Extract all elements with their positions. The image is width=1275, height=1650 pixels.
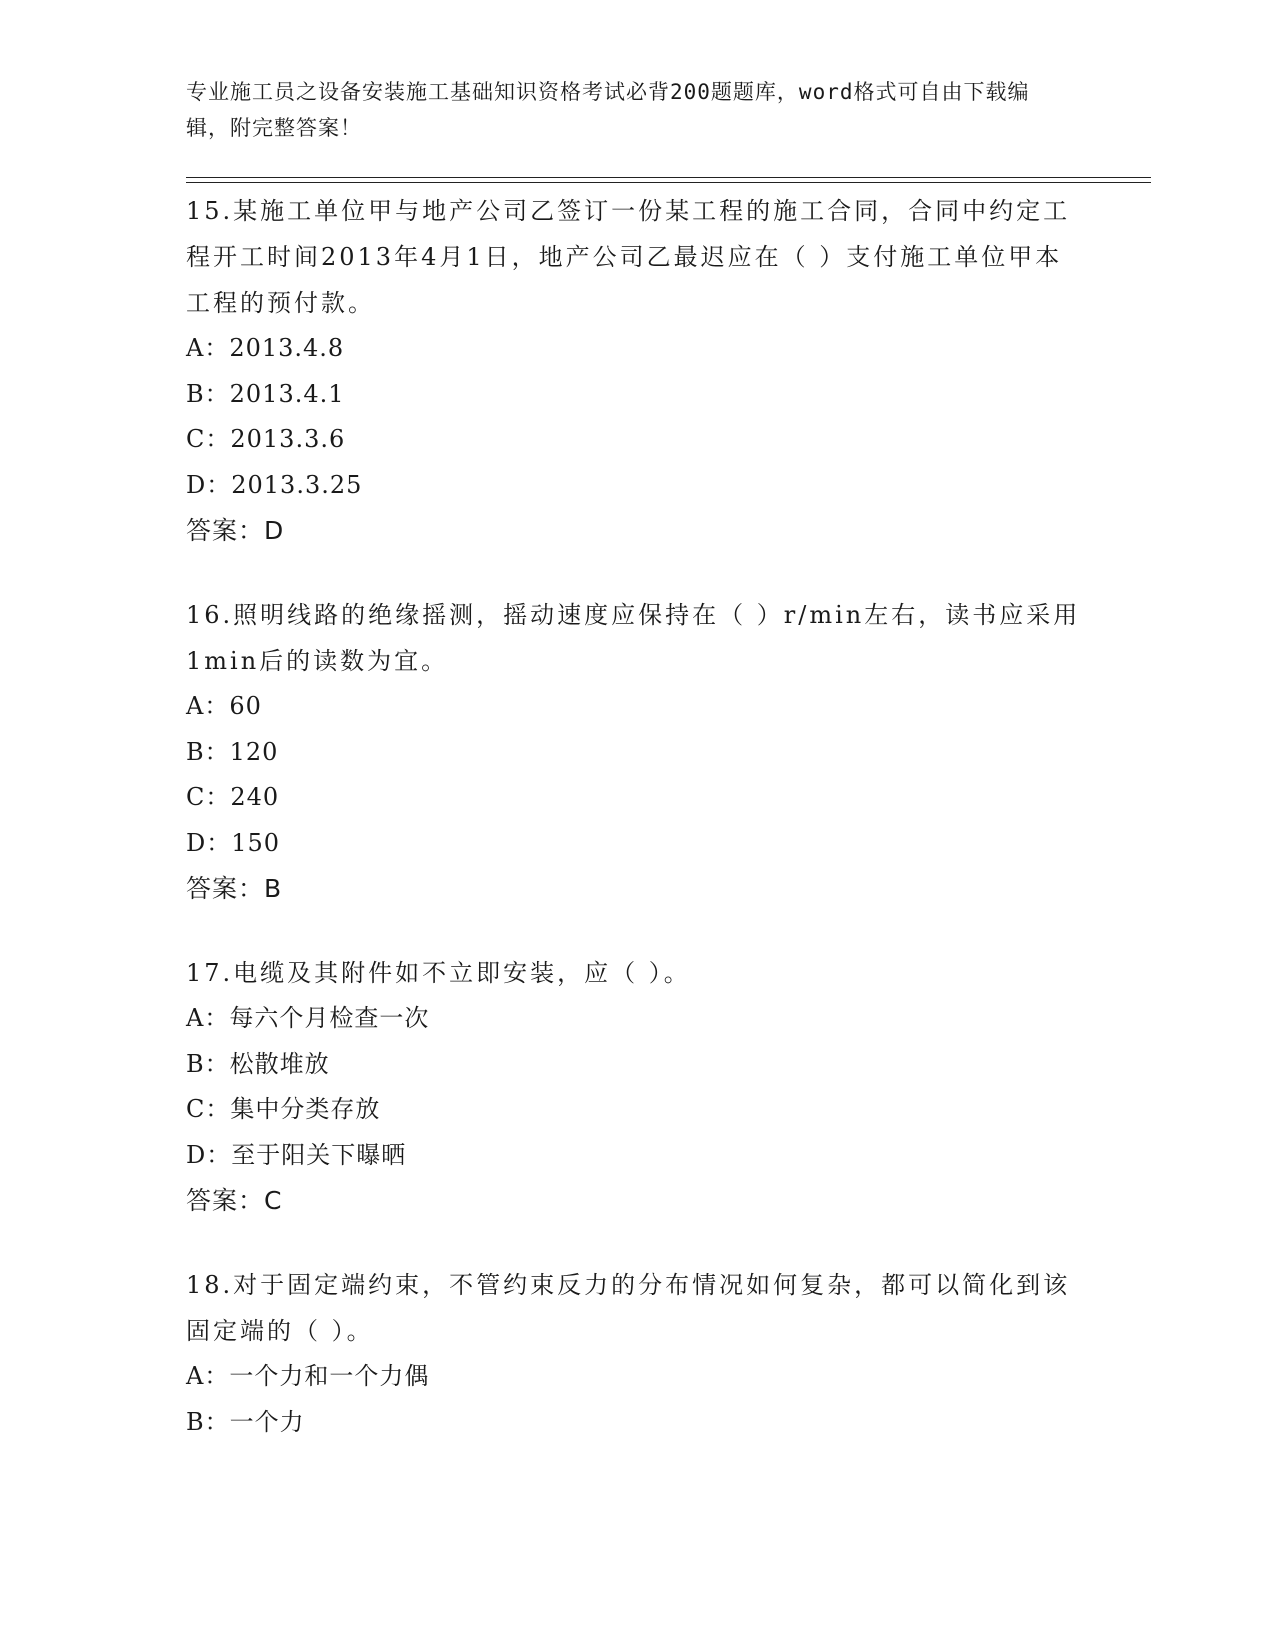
header-divider-bottom [186,182,1151,183]
option-c: C：240 [186,783,280,811]
option-b: B：2013.4.1 [186,379,345,408]
question-text: 16.照明线路的绝缘摇测，摇动速度应保持在（ ）r/min左右，读书应采用1min后的读数为宜。 [186,601,1081,675]
option-c: C：集中分类存放 [186,1095,381,1123]
document-header: 专业施工员之设备安装施工基础知识资格考试必背200题题库，word格式可自由下载编辑，附完整答案！ [186,80,1030,140]
question-text: 18.对于固定端约束，不管约束反力的分布情况如何复杂，都可以简化到该固定端的（ ）。 [186,1271,1071,1345]
option-a: A：一个力和一个力偶 [186,1362,430,1390]
answer-text: 答案：C [186,1186,283,1215]
question-list [186,188,1086,1483]
option-b: B：120 [186,737,279,766]
option-b: B：一个力 [186,1407,305,1436]
option-d: D：150 [186,828,281,857]
answer-text: 答案：B [186,874,283,903]
question-item [186,950,1086,1224]
question-item [186,1262,1086,1445]
option-b: B：松散堆放 [186,1049,330,1078]
option-d: D：2013.3.25 [186,470,363,499]
question-text: 17.电缆及其附件如不立即安装，应（ ）。 [186,959,691,987]
option-a: A：每六个月检查一次 [186,1004,430,1032]
option-a: A：2013.4.8 [186,334,345,362]
question-item [186,188,1086,554]
option-c: C：2013.3.6 [186,425,346,453]
question-item [186,592,1086,912]
option-a: A：60 [186,692,262,720]
option-d: D：至于阳关下曝晒 [186,1140,407,1169]
question-text: 15.某施工单位甲与地产公司乙签订一份某工程的施工合同，合同中约定工程开工时间2013年4月1日，地产公司乙最迟应在（ ）支付施工单位甲本工程的预付款。 [186,197,1071,317]
answer-text: 答案：D [186,516,285,545]
header-divider-top [186,177,1151,178]
